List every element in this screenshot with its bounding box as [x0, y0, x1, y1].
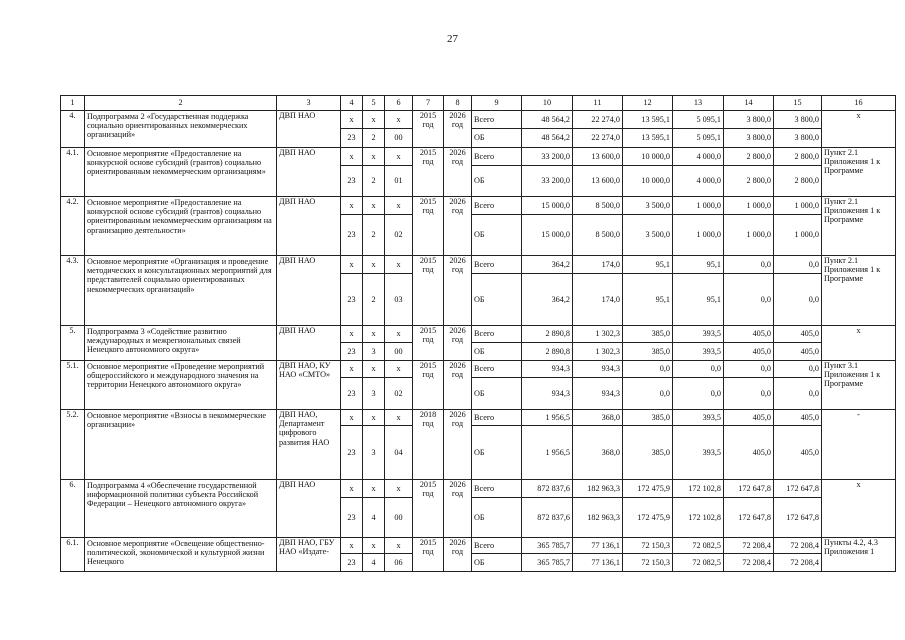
table-row [61, 111, 896, 129]
amount-v13: 172 102,8 [673, 498, 724, 538]
amount-v15: 0,0 [774, 378, 822, 410]
amount-v11: 1 302,3 [573, 343, 623, 361]
amount-v14: 405,0 [724, 410, 774, 426]
table-header [61, 96, 896, 111]
amount-v10: 872 837,6 [522, 498, 573, 538]
funding-source: Всего [472, 326, 522, 343]
header-cell: 14 [724, 96, 774, 111]
row-name: Подпрограмма 4 «Обеспечение государственной информационной политики субъекта Российской Федерации – Ненецкого автономного округа» [85, 480, 277, 538]
code-4: 23 [341, 166, 363, 197]
table-row [61, 538, 896, 554]
amount-v12: 385,0 [623, 343, 673, 361]
row-note: Пункт 2.1 Приложения 1 к Программе [822, 197, 896, 256]
table-row [61, 256, 896, 274]
code-5: х [363, 111, 385, 129]
header-cell: 7 [413, 96, 444, 111]
amount-v13: 95,1 [673, 274, 724, 326]
amount-v12: 13 595,1 [623, 129, 673, 148]
amount-v10: 1 956,5 [522, 410, 573, 426]
code-5: 4 [363, 498, 385, 538]
amount-v11: 182 963,3 [573, 498, 623, 538]
start-year: 2015 год [413, 480, 444, 538]
table-row [61, 361, 896, 378]
amount-v13: 393,5 [673, 326, 724, 343]
code-4: 23 [341, 426, 363, 480]
code-4: 23 [341, 215, 363, 256]
amount-v13: 72 082,5 [673, 554, 724, 572]
code-5: х [363, 197, 385, 215]
amount-v10: 33 200,0 [522, 148, 573, 166]
code-6: 02 [385, 215, 413, 256]
row-executor: ДВП НАО, КУ НАО «СМТО» [277, 361, 341, 410]
row-note: Пункты 4.2, 4.3 Приложения 1 [822, 538, 896, 572]
amount-v12: 95,1 [623, 274, 673, 326]
amount-v15: 405,0 [774, 426, 822, 480]
code-5: 2 [363, 274, 385, 326]
amount-v12: 72 150,3 [623, 554, 673, 572]
amount-v14: 172 647,8 [724, 498, 774, 538]
amount-v10: 48 564,2 [522, 111, 573, 129]
amount-v13: 0,0 [673, 361, 724, 378]
row-note: Пункт 2.1 Приложения 1 к Программе [822, 148, 896, 197]
amount-v10: 364,2 [522, 256, 573, 274]
funding-source: ОБ [472, 378, 522, 410]
row-name: Основное мероприятие «Организация и проведение методических и консультационных мероприятий для представителей социально ориентированных некоммерческих организаций» [85, 256, 277, 326]
row-executor: ДВП НАО, Департамент цифрового развития НАО [277, 410, 341, 480]
table-body [61, 111, 896, 572]
code-6: 06 [385, 554, 413, 572]
amount-v11: 182 963,3 [573, 480, 623, 498]
code-5: х [363, 410, 385, 426]
code-6: х [385, 410, 413, 426]
code-4: х [341, 480, 363, 498]
code-4: х [341, 256, 363, 274]
amount-v11: 174,0 [573, 274, 623, 326]
row-number: 4. [61, 111, 85, 148]
amount-v15: 3 800,0 [774, 111, 822, 129]
start-year: 2015 год [413, 148, 444, 197]
funding-source: ОБ [472, 343, 522, 361]
amount-v14: 0,0 [724, 274, 774, 326]
end-year: 2026 год [444, 111, 472, 148]
header-cell: 2 [85, 96, 277, 111]
header-cell: 3 [277, 96, 341, 111]
end-year: 2026 год [444, 361, 472, 410]
amount-v11: 13 600,0 [573, 148, 623, 166]
code-4: х [341, 538, 363, 554]
amount-v13: 4 000,0 [673, 148, 724, 166]
code-5: х [363, 361, 385, 378]
amount-v11: 368,0 [573, 410, 623, 426]
amount-v10: 934,3 [522, 361, 573, 378]
row-executor: ДВП НАО, ГБУ НАО «Издате- [277, 538, 341, 572]
funding-source: ОБ [472, 166, 522, 197]
code-4: х [341, 197, 363, 215]
amount-v12: 385,0 [623, 326, 673, 343]
start-year: 2015 год [413, 538, 444, 572]
start-year: 2018 год [413, 410, 444, 480]
funding-source: ОБ [472, 554, 522, 572]
amount-v15: 405,0 [774, 326, 822, 343]
row-note: х [822, 480, 896, 538]
code-6: 00 [385, 498, 413, 538]
amount-v13: 72 082,5 [673, 538, 724, 554]
end-year: 2026 год [444, 480, 472, 538]
funding-source: ОБ [472, 498, 522, 538]
funding-source: Всего [472, 148, 522, 166]
page-number: 27 [447, 33, 458, 45]
code-4: 23 [341, 378, 363, 410]
amount-v12: 0,0 [623, 378, 673, 410]
amount-v12: 172 475,9 [623, 480, 673, 498]
amount-v14: 1 000,0 [724, 215, 774, 256]
code-6: х [385, 361, 413, 378]
amount-v14: 3 800,0 [724, 129, 774, 148]
funding-source: Всего [472, 410, 522, 426]
funding-source: Всего [472, 256, 522, 274]
row-executor: ДВП НАО [277, 197, 341, 256]
header-cell: 1 [61, 96, 85, 111]
row-number: 6.1. [61, 538, 85, 572]
code-4: 23 [341, 129, 363, 148]
code-5: 2 [363, 215, 385, 256]
row-name: Основное мероприятие «Освещение общественно-политической, экономической и культурной жизни Ненецкого [85, 538, 277, 572]
amount-v11: 174,0 [573, 256, 623, 274]
end-year: 2026 год [444, 148, 472, 197]
amount-v14: 0,0 [724, 256, 774, 274]
amount-v10: 872 837,6 [522, 480, 573, 498]
row-executor: ДВП НАО [277, 480, 341, 538]
row-number: 4.2. [61, 197, 85, 256]
amount-v11: 368,0 [573, 426, 623, 480]
code-4: х [341, 410, 363, 426]
code-5: х [363, 538, 385, 554]
code-4: 23 [341, 274, 363, 326]
row-name: Подпрограмма 3 «Содействие развитию международных и межрегиональных связей Ненецкого автономного округа» [85, 326, 277, 361]
code-5: 3 [363, 426, 385, 480]
code-5: 4 [363, 554, 385, 572]
amount-v11: 934,3 [573, 378, 623, 410]
amount-v15: 1 000,0 [774, 215, 822, 256]
start-year: 2015 год [413, 197, 444, 256]
amount-v14: 72 208,4 [724, 538, 774, 554]
row-name: Основное мероприятие «Предоставление на конкурсной основе субсидий (грантов) социально ориентированным некоммерческим организациям на организацию деятельности» [85, 197, 277, 256]
amount-v13: 5 095,1 [673, 111, 724, 129]
header-cell: 16 [822, 96, 896, 111]
row-note: Пункт 3.1 Приложения 1 к Программе [822, 361, 896, 410]
amount-v12: 10 000,0 [623, 148, 673, 166]
amount-v12: 0,0 [623, 361, 673, 378]
code-6: 00 [385, 129, 413, 148]
amount-v10: 2 890,8 [522, 343, 573, 361]
code-4: 23 [341, 554, 363, 572]
end-year: 2026 год [444, 256, 472, 326]
amount-v13: 4 000,0 [673, 166, 724, 197]
amount-v10: 15 000,0 [522, 197, 573, 215]
amount-v15: 72 208,4 [774, 538, 822, 554]
amount-v14: 405,0 [724, 326, 774, 343]
header-cell: 6 [385, 96, 413, 111]
code-6: 00 [385, 343, 413, 361]
budget-table [60, 95, 896, 572]
end-year: 2026 год [444, 538, 472, 572]
row-executor: ДВП НАО [277, 256, 341, 326]
code-4: 23 [341, 498, 363, 538]
amount-v12: 385,0 [623, 426, 673, 480]
row-number: 5.1. [61, 361, 85, 410]
amount-v14: 172 647,8 [724, 480, 774, 498]
row-number: 5. [61, 326, 85, 361]
code-6: х [385, 197, 413, 215]
funding-source: ОБ [472, 426, 522, 480]
funding-source: Всего [472, 480, 522, 498]
header-cell: 11 [573, 96, 623, 111]
row-note: - [822, 410, 896, 480]
row-number: 5.2. [61, 410, 85, 480]
table-row [61, 410, 896, 426]
header-cell: 12 [623, 96, 673, 111]
code-6: 03 [385, 274, 413, 326]
code-6: 01 [385, 166, 413, 197]
amount-v14: 2 800,0 [724, 166, 774, 197]
funding-source: Всего [472, 111, 522, 129]
header-cell: 10 [522, 96, 573, 111]
amount-v11: 8 500,0 [573, 197, 623, 215]
amount-v11: 77 136,1 [573, 554, 623, 572]
amount-v15: 0,0 [774, 274, 822, 326]
code-5: 2 [363, 129, 385, 148]
amount-v15: 3 800,0 [774, 129, 822, 148]
start-year: 2015 год [413, 111, 444, 148]
amount-v12: 95,1 [623, 256, 673, 274]
amount-v15: 172 647,8 [774, 480, 822, 498]
start-year: 2015 год [413, 256, 444, 326]
amount-v14: 0,0 [724, 378, 774, 410]
amount-v12: 385,0 [623, 410, 673, 426]
start-year: 2015 год [413, 361, 444, 410]
row-executor: ДВП НАО [277, 148, 341, 197]
code-6: 02 [385, 378, 413, 410]
amount-v11: 77 136,1 [573, 538, 623, 554]
amount-v15: 0,0 [774, 256, 822, 274]
amount-v13: 0,0 [673, 378, 724, 410]
amount-v10: 364,2 [522, 274, 573, 326]
amount-v11: 22 274,0 [573, 129, 623, 148]
amount-v14: 3 800,0 [724, 111, 774, 129]
funding-source: ОБ [472, 215, 522, 256]
code-4: х [341, 111, 363, 129]
amount-v10: 33 200,0 [522, 166, 573, 197]
code-5: 2 [363, 166, 385, 197]
code-4: х [341, 148, 363, 166]
amount-v13: 393,5 [673, 426, 724, 480]
row-note: Пункт 2.1 Приложения 1 к Программе [822, 256, 896, 326]
amount-v14: 72 208,4 [724, 554, 774, 572]
row-name: Подпрограмма 2 «Государственная поддержка социально ориентированных некоммерческих организаций» [85, 111, 277, 148]
row-executor: ДВП НАО [277, 326, 341, 361]
amount-v11: 8 500,0 [573, 215, 623, 256]
amount-v10: 1 956,5 [522, 426, 573, 480]
amount-v13: 172 102,8 [673, 480, 724, 498]
code-6: х [385, 148, 413, 166]
amount-v10: 2 890,8 [522, 326, 573, 343]
amount-v12: 3 500,0 [623, 215, 673, 256]
amount-v12: 172 475,9 [623, 498, 673, 538]
code-5: х [363, 256, 385, 274]
end-year: 2026 год [444, 326, 472, 361]
amount-v14: 2 800,0 [724, 148, 774, 166]
funding-source: Всего [472, 361, 522, 378]
amount-v10: 365 785,7 [522, 538, 573, 554]
header-cell: 9 [472, 96, 522, 111]
amount-v15: 2 800,0 [774, 166, 822, 197]
row-name: Основное мероприятие «Проведение мероприятий общероссийского и международного значения на территории Ненецкого автономного округа» [85, 361, 277, 410]
code-5: х [363, 326, 385, 343]
amount-v13: 95,1 [673, 256, 724, 274]
amount-v13: 1 000,0 [673, 197, 724, 215]
header-cell: 13 [673, 96, 724, 111]
amount-v14: 1 000,0 [724, 197, 774, 215]
funding-source: Всего [472, 197, 522, 215]
row-name: Основное мероприятие «Взносы в некоммерческие организации» [85, 410, 277, 480]
row-name: Основное мероприятие «Предоставление на конкурсной основе субсидий (грантов) социально ориентированным некоммерческим организациям» [85, 148, 277, 197]
code-6: х [385, 538, 413, 554]
amount-v11: 1 302,3 [573, 326, 623, 343]
row-note: х [822, 326, 896, 361]
header-cell: 5 [363, 96, 385, 111]
header-cell: 8 [444, 96, 472, 111]
funding-source: ОБ [472, 129, 522, 148]
amount-v15: 172 647,8 [774, 498, 822, 538]
amount-v12: 3 500,0 [623, 197, 673, 215]
amount-v11: 22 274,0 [573, 111, 623, 129]
header-cell: 15 [774, 96, 822, 111]
funding-source: Всего [472, 538, 522, 554]
code-4: х [341, 361, 363, 378]
code-5: х [363, 148, 385, 166]
amount-v13: 393,5 [673, 410, 724, 426]
amount-v12: 72 150,3 [623, 538, 673, 554]
table-row [61, 480, 896, 498]
row-note: х [822, 111, 896, 148]
row-number: 4.3. [61, 256, 85, 326]
amount-v15: 0,0 [774, 361, 822, 378]
code-5: 3 [363, 343, 385, 361]
amount-v15: 1 000,0 [774, 197, 822, 215]
amount-v14: 405,0 [724, 426, 774, 480]
amount-v15: 2 800,0 [774, 148, 822, 166]
amount-v15: 405,0 [774, 343, 822, 361]
table-row [61, 326, 896, 343]
amount-v10: 48 564,2 [522, 129, 573, 148]
code-6: х [385, 480, 413, 498]
amount-v13: 393,5 [673, 343, 724, 361]
amount-v13: 1 000,0 [673, 215, 724, 256]
end-year: 2026 год [444, 410, 472, 480]
amount-v11: 13 600,0 [573, 166, 623, 197]
code-5: 3 [363, 378, 385, 410]
code-6: х [385, 326, 413, 343]
row-number: 6. [61, 480, 85, 538]
start-year: 2015 год [413, 326, 444, 361]
amount-v11: 934,3 [573, 361, 623, 378]
funding-source: ОБ [472, 274, 522, 326]
amount-v10: 934,3 [522, 378, 573, 410]
amount-v14: 0,0 [724, 361, 774, 378]
code-4: 23 [341, 343, 363, 361]
amount-v12: 13 595,1 [623, 111, 673, 129]
code-4: х [341, 326, 363, 343]
amount-v12: 10 000,0 [623, 166, 673, 197]
table-row [61, 148, 896, 166]
header-cell: 4 [341, 96, 363, 111]
amount-v10: 365 785,7 [522, 554, 573, 572]
amount-v15: 72 208,4 [774, 554, 822, 572]
code-6: х [385, 256, 413, 274]
table-row [61, 197, 896, 215]
row-number: 4.1. [61, 148, 85, 197]
amount-v14: 405,0 [724, 343, 774, 361]
code-6: 04 [385, 426, 413, 480]
code-6: х [385, 111, 413, 129]
amount-v13: 5 095,1 [673, 129, 724, 148]
end-year: 2026 год [444, 197, 472, 256]
row-executor: ДВП НАО [277, 111, 341, 148]
amount-v15: 405,0 [774, 410, 822, 426]
code-5: х [363, 480, 385, 498]
amount-v10: 15 000,0 [522, 215, 573, 256]
